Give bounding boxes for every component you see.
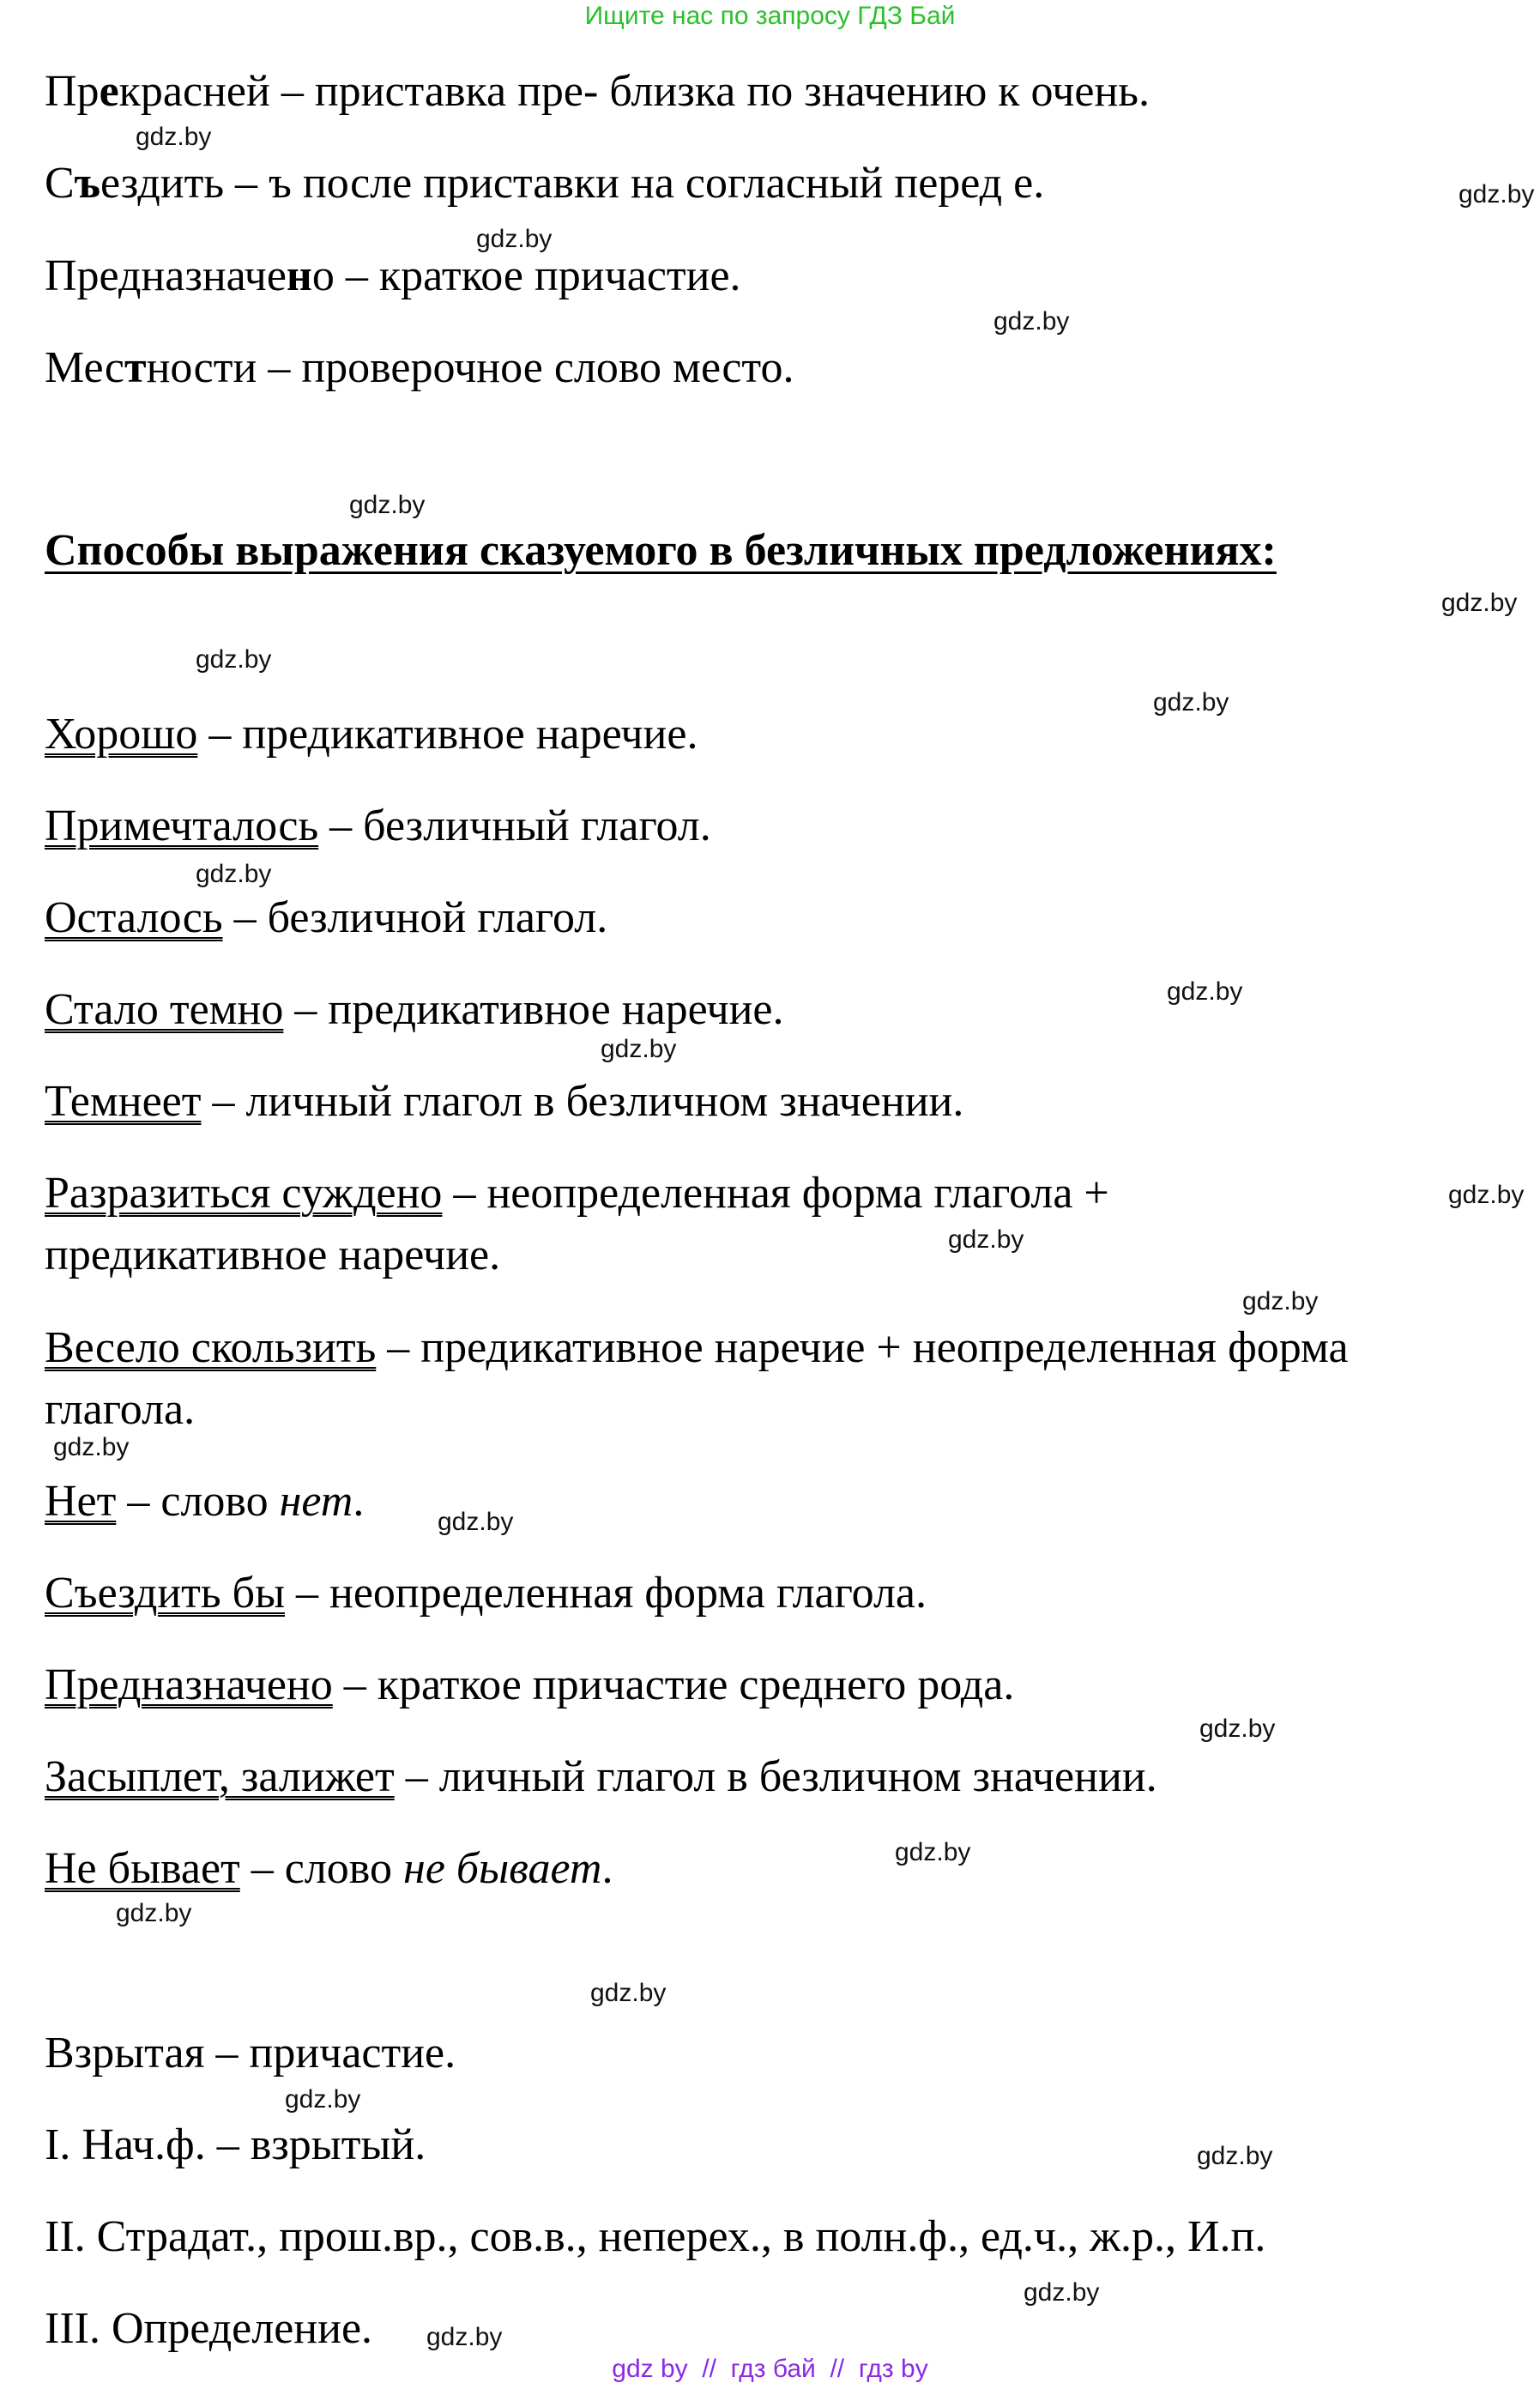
watermark: gdz.by — [136, 123, 212, 151]
entry-line: Разразиться суждено – неопределенная форма глагола + — [45, 1169, 1109, 1218]
watermark: gdz.by — [601, 1035, 677, 1063]
entry-line: Съездить бы – неопределенная форма глагола. — [45, 1569, 927, 1618]
entry-line: Нет – слово нет. — [45, 1477, 365, 1526]
header-banner: Ищите нас по запросу ГДЗ Бай — [584, 2, 956, 30]
spelling-line-4: Местности – проверочное слово место. — [45, 343, 794, 392]
watermark: gdz.by — [476, 225, 553, 253]
section-title: Способы выражения сказуемого в безличных предложениях: — [45, 526, 1277, 575]
entry-line: Стало темно – предикативное наречие. — [45, 985, 784, 1034]
entry-line: Темнеет – личный глагол в безличном значении. — [45, 1077, 964, 1126]
analysis-line-1: Взрытая – причастие. — [45, 2029, 456, 2077]
entry-line-continuation: предикативное наречие. — [45, 1231, 501, 1279]
watermark: gdz.by — [53, 1433, 130, 1461]
watermark: gdz.by — [285, 2085, 361, 2114]
watermark: gdz.by — [1458, 180, 1535, 209]
analysis-line-2: I. Нач.ф. – взрытый. — [45, 2120, 426, 2169]
entry-line: Примечталось – безличный глагол. — [45, 801, 711, 850]
watermark: gdz.by — [1197, 2142, 1273, 2170]
watermark: gdz.by — [1448, 1181, 1525, 1209]
entry-line: Засыплет, залижет – личный глагол в безличном значении. — [45, 1752, 1157, 1801]
watermark: gdz.by — [426, 2323, 503, 2351]
watermark: gdz.by — [993, 307, 1070, 336]
watermark: gdz.by — [196, 645, 272, 674]
entry-line-continuation: глагола. — [45, 1385, 196, 1434]
watermark: gdz.by — [116, 1899, 192, 1927]
watermark: gdz.by — [349, 491, 426, 519]
watermark: gdz.by — [1199, 1715, 1276, 1743]
entry-line: Осталось – безличной глагол. — [45, 893, 608, 942]
spelling-line-3: Предназначено – краткое причастие. — [45, 251, 741, 300]
spelling-line-1: Прекрасней – приставка пре- близка по значению к очень. — [45, 67, 1150, 116]
watermark: gdz.by — [1441, 589, 1518, 617]
watermark: gdz.by — [948, 1225, 1024, 1254]
watermark: gdz.by — [895, 1838, 971, 1866]
watermark: gdz.by — [196, 860, 272, 888]
watermark: gdz.by — [1242, 1287, 1319, 1315]
entry-line: Предназначено – краткое причастие среднего рода. — [45, 1660, 1015, 1709]
watermark: gdz.by — [438, 1508, 514, 1536]
watermark: gdz.by — [1024, 2278, 1100, 2307]
analysis-line-3: II. Страдат., прош.вр., сов.в., неперех., в полн.ф., ед.ч., ж.р., И.п. — [45, 2212, 1266, 2261]
watermark: gdz.by — [1153, 688, 1229, 717]
entry-line: Весело скользить – предикативное наречие + неопределенная форма — [45, 1323, 1349, 1372]
spelling-line-2: Съездить – ъ после приставки на согласный перед е. — [45, 159, 1045, 208]
watermark: gdz.by — [1167, 977, 1243, 1006]
analysis-line-4: III. Определение. — [45, 2304, 373, 2353]
entry-line: Не бывает – слово не бывает. — [45, 1844, 613, 1893]
watermark: gdz.by — [590, 1979, 667, 2007]
entry-line: Хорошо – предикативное наречие. — [45, 710, 698, 759]
footer-banner: gdz by // гдз бай // гдз by — [612, 2355, 928, 2383]
